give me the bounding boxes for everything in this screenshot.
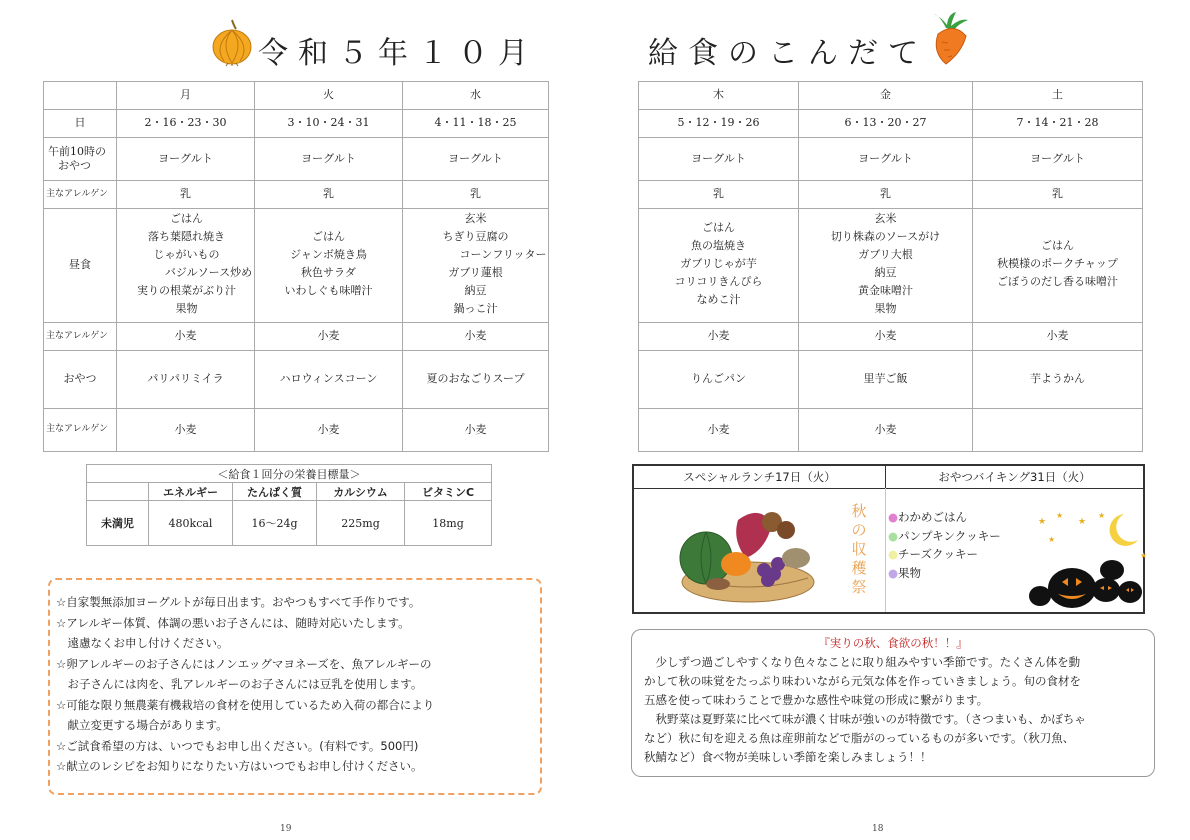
svg-text:★: ★ — [1078, 517, 1087, 527]
allergen-cell: 乳 — [973, 181, 1143, 209]
carrot-icon — [926, 12, 972, 66]
essay-line: など）秋に旬を迎える魚は産卵前などで脂がのっているものが多いです。（秋刀魚、 — [644, 731, 1075, 745]
dates-cell: 4・11・18・25 — [403, 110, 549, 138]
snack-viking-title: おやつバイキング31日（火） — [886, 466, 1143, 489]
nutrition-title: ＜給食１回分の栄養目標量＞ — [87, 465, 492, 483]
snack-pm-cell: ハロウィンスコーン — [255, 351, 403, 409]
lunch-item: 切り株森のソースがけ — [830, 229, 941, 243]
harvest-festival-label — [847, 502, 871, 597]
nutrition-row-label: 未満児 — [87, 501, 149, 546]
lunch-item: ガブリ蓮根 — [448, 265, 503, 279]
allergen-cell: 小麦 — [799, 323, 973, 351]
essay-line: かして秋の味覚をたっぷり味わいながら元気な体を作っていきましょう。旬の食材を — [644, 674, 1081, 688]
note-line: ☆ご試食希望の方は、いつでもお申し出ください。(有料です。500円) — [56, 738, 419, 753]
lunch-item: ごぼうのだし香る味噌汁 — [997, 274, 1118, 288]
lunch-item: なめこ汁 — [696, 292, 741, 306]
bullet-icon: ● — [888, 510, 899, 524]
snack-pm-cell: 里芋ご飯 — [799, 351, 973, 409]
lunch-cell — [973, 209, 1143, 323]
allergen-label: 主なアレルゲン — [44, 409, 117, 452]
harvest-basket-icon — [668, 500, 828, 606]
day-header: 土 — [973, 82, 1143, 110]
lunch-item: いわしぐも味噌汁 — [284, 283, 373, 297]
essay-line: 五感を使って味わうことで豊かな感性や味覚の形成に繋がります。 — [644, 693, 989, 707]
day-header: 金 — [799, 82, 973, 110]
lunch-item: コーンフリッター — [404, 247, 547, 261]
snack-am-cell: ヨーグルト — [799, 138, 973, 181]
lunch-item: 実りの根菜がぶり汁 — [137, 283, 236, 297]
onion-icon — [210, 16, 254, 66]
svg-text:★: ★ — [1140, 551, 1148, 560]
allergen-label: 主なアレルゲン — [44, 323, 117, 351]
lunch-item: ガブリじゃが芋 — [680, 256, 757, 270]
day-header: 火 — [255, 82, 403, 110]
nutrition-value: 16～24g — [233, 501, 317, 546]
bullet-icon: ● — [888, 565, 899, 580]
viking-item — [888, 508, 1001, 527]
snack-am-label-line: おやつ — [58, 159, 91, 172]
nutrition-value: 480kcal — [149, 501, 233, 546]
allergen-cell: 小麦 — [639, 409, 799, 452]
lunch-cell — [117, 209, 255, 323]
nutrition-header: ビタミンC — [405, 483, 492, 501]
essay-box — [631, 629, 1155, 777]
viking-list — [888, 508, 1001, 582]
allergen-cell: 乳 — [117, 181, 255, 209]
nutrition-header: たんぱく質 — [233, 483, 317, 501]
viking-item-label: わかめごはん — [898, 510, 968, 524]
harvest-festival-char: の — [851, 521, 867, 539]
snack-pm-label: おやつ — [44, 351, 117, 409]
allergen-cell: 乳 — [799, 181, 973, 209]
harvest-festival-char: 秋 — [851, 502, 867, 520]
essay-line: 少しずつ過ごしやすくなり色々なことに取り組みやすい季節です。たくさん体を動 — [644, 655, 1081, 669]
snack-pm-cell: 芋ようかん — [973, 351, 1143, 409]
bullet-icon: ● — [888, 547, 899, 561]
page-number-right: 18 — [872, 824, 884, 834]
dates-cell: 6・13・20・27 — [799, 110, 973, 138]
snack-am-cell: ヨーグルト — [255, 138, 403, 181]
lunch-item: じゃがいもの — [153, 247, 220, 261]
lunch-item: ごはん — [312, 229, 345, 243]
lunch-item: 黄金味噌汁 — [858, 283, 913, 297]
corner-cell — [44, 82, 117, 110]
harvest-festival-char: 収 — [851, 540, 867, 558]
nutrition-header: エネルギー — [149, 483, 233, 501]
menu-table-left — [43, 81, 549, 452]
allergen-cell: 小麦 — [403, 323, 549, 351]
lunch-item: 玄米 — [874, 211, 897, 225]
lunch-item: ごはん — [702, 220, 735, 234]
snack-pm-cell: りんごパン — [639, 351, 799, 409]
allergen-cell: 小麦 — [639, 323, 799, 351]
nutrition-value: 18mg — [405, 501, 492, 546]
snack-pm-cell: 夏のおなごりスープ — [403, 351, 549, 409]
lunch-item: バジルソース炒め — [120, 265, 253, 279]
note-line: ☆献立のレシピをお知りになりたい方はいつでもお申し付けください。 — [56, 759, 423, 773]
viking-item-label: 果物 — [898, 565, 922, 580]
snack-am-label — [44, 138, 117, 181]
allergen-label: 主なアレルゲン — [44, 181, 117, 209]
divider — [885, 488, 886, 612]
viking-item — [888, 527, 1001, 546]
dates-label: 日 — [44, 110, 117, 138]
svg-text:★: ★ — [1056, 511, 1064, 520]
lunch-item: ジャンボ焼き鳥 — [290, 247, 367, 261]
viking-item-label: チーズクッキー — [898, 547, 978, 561]
allergen-cell: 乳 — [255, 181, 403, 209]
day-header: 月 — [117, 82, 255, 110]
dates-cell: 5・12・19・26 — [639, 110, 799, 138]
allergen-cell: 小麦 — [973, 323, 1143, 351]
snack-am-cell: ヨーグルト — [117, 138, 255, 181]
nutrition-header: カルシウム — [317, 483, 405, 501]
svg-text:★: ★ — [1048, 535, 1056, 544]
harvest-festival-char: 穫 — [851, 559, 867, 577]
lunch-item: 納豆 — [874, 265, 897, 279]
page-number-left: 19 — [280, 824, 292, 834]
allergen-cell: 小麦 — [255, 409, 403, 452]
day-header: 水 — [403, 82, 549, 110]
lunch-item: 玄米 — [464, 211, 487, 225]
bullet-icon: ● — [888, 528, 899, 543]
note-line: お子さんには肉を、乳アレルギーのお子さんには豆乳を使用します。 — [56, 677, 423, 691]
lunch-item: 魚の塩焼き — [691, 238, 746, 252]
note-line: ☆自家製無添加ヨーグルトが毎日出ます。おやつもすべて手作りです。 — [56, 595, 421, 609]
month-title: 令和５年１０月 — [258, 36, 538, 71]
harvest-festival-char: 祭 — [851, 578, 867, 596]
allergen-cell: 乳 — [639, 181, 799, 209]
special-events-box — [632, 464, 1148, 614]
allergen-cell: 小麦 — [117, 323, 255, 351]
snack-am-cell: ヨーグルト — [403, 138, 549, 181]
lunch-item: ごはん — [170, 211, 203, 225]
notes-box — [48, 578, 542, 795]
lunch-item: 秋色サラダ — [301, 265, 356, 279]
allergen-cell: 小麦 — [799, 409, 973, 452]
halloween-pumpkins-icon — [1028, 510, 1148, 610]
note-line: 遠慮なくお申し付けください。 — [56, 636, 229, 650]
lunch-label: 昼食 — [44, 209, 117, 323]
lunch-cell — [255, 209, 403, 323]
allergen-cell — [973, 409, 1143, 452]
note-line: ☆アレルギー体質、体調の悪いお子さんには、随時対応いたします。 — [56, 615, 410, 630]
allergen-cell: 乳 — [403, 181, 549, 209]
allergen-cell: 小麦 — [117, 409, 255, 452]
essay-line: 秋野菜は夏野菜に比べて味が濃く甘味が強いのが特徴です。（さつまいも、かぼちゃ — [644, 712, 1086, 726]
viking-item-label: パンプキンクッキー — [898, 528, 1001, 543]
lunch-item: ちぎり豆腐の — [442, 229, 509, 243]
nutrition-corner — [87, 483, 149, 501]
svg-text:★: ★ — [1098, 511, 1106, 520]
lunch-item: ごはん — [1041, 238, 1074, 252]
note-line: ☆卵アレルギーのお子さんにはノンエッグマヨネーズを、魚アレルギーの — [56, 656, 432, 671]
lunch-item: 秋模様のポークチャップ — [997, 256, 1118, 270]
lunch-item: 鍋っこ汁 — [453, 301, 498, 315]
allergen-cell: 小麦 — [255, 323, 403, 351]
special-lunch-title: スペシャルランチ17日（火） — [634, 466, 886, 489]
dates-cell: 2・16・23・30 — [117, 110, 255, 138]
menu-title: 給食のこんだて — [648, 36, 928, 71]
dates-cell: 7・14・21・28 — [973, 110, 1143, 138]
essay-line: 秋鯖など）食べ物が美味しい季節を楽しみましょう！！ — [644, 750, 932, 764]
note-line: 献立変更する場合があります。 — [56, 718, 228, 732]
lunch-cell — [799, 209, 973, 323]
snack-am-cell: ヨーグルト — [973, 138, 1143, 181]
nutrition-value: 225mg — [317, 501, 405, 546]
menu-table-right — [638, 81, 1143, 452]
snack-pm-cell: パリパリミイラ — [117, 351, 255, 409]
snack-am-label-line: 午前10時の — [48, 144, 106, 158]
lunch-item: コリコリきんぴら — [674, 274, 763, 288]
viking-item — [888, 545, 1001, 564]
dates-cell: 3・10・24・31 — [255, 110, 403, 138]
viking-item — [888, 564, 1001, 583]
lunch-item: 落ち葉隠れ焼き — [148, 229, 225, 243]
note-line: ☆可能な限り無農薬有機栽培の食材を使用しているため入荷の都合により — [56, 697, 435, 712]
svg-text:★: ★ — [1038, 517, 1047, 527]
lunch-item: 果物 — [874, 301, 897, 315]
allergen-cell: 小麦 — [403, 409, 549, 452]
nutrition-table — [86, 464, 492, 546]
snack-am-cell: ヨーグルト — [639, 138, 799, 181]
lunch-cell — [639, 209, 799, 323]
essay-title: 『実りの秋、食欲の秋！！』 — [818, 636, 968, 650]
lunch-cell — [403, 209, 549, 323]
lunch-item: ガブリ大根 — [858, 247, 913, 261]
lunch-item: 果物 — [175, 301, 198, 315]
lunch-item: 納豆 — [464, 283, 487, 297]
day-header: 木 — [639, 82, 799, 110]
